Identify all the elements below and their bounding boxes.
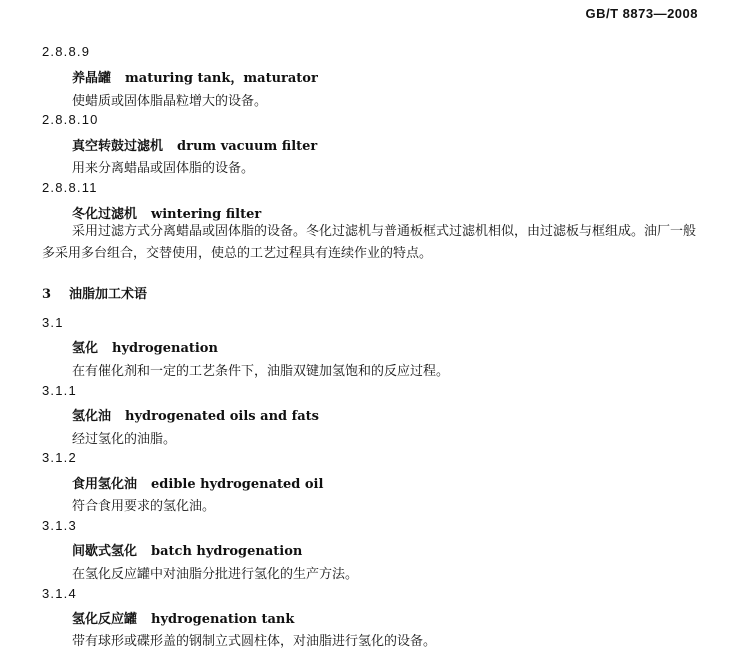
term-en: edible hydrogenated oil <box>151 477 324 492</box>
term-en: hydrogenation tank <box>151 612 295 627</box>
term-heading <box>72 540 302 559</box>
term-en: hydrogenated oils and fats <box>125 409 319 424</box>
term-definition-paragraph: 采用过滤方式分离蜡晶或固体脂的设备。冬化过滤机与普通板框式过滤机相似，由过滤板与框组成。油厂一般多采用多台组合，交替使用，使总的工艺过程具有连续作业的特点。 <box>42 224 697 261</box>
standard-code-header: GB/T 8873—2008 <box>585 6 698 21</box>
term-heading <box>72 608 294 627</box>
term-zh: 冬化过滤机 <box>72 207 138 222</box>
term-definition: 带有球形或碟形盖的钢制立式圆柱体，对油脂进行氢化的设备。 <box>72 634 437 649</box>
term-heading <box>72 135 317 154</box>
term-en: batch hydrogenation <box>151 544 303 559</box>
entry-number: 3.1 <box>42 315 64 330</box>
term-definition: 使蜡质或固体脂晶粒增大的设备。 <box>72 94 268 109</box>
term-en: drum vacuum filter <box>177 139 318 154</box>
term-definition: 符合食用要求的氢化油。 <box>72 499 216 514</box>
term-zh: 间歇式氢化 <box>72 544 138 559</box>
term-heading <box>72 203 261 222</box>
term-definition: 经过氢化的油脂。 <box>72 432 177 447</box>
section-title: 油脂加工术语 <box>69 287 148 302</box>
section-number: 3 <box>42 287 52 302</box>
term-zh: 氢化 <box>72 341 99 356</box>
term-zh: 食用氢化油 <box>72 477 138 492</box>
entry-number: 3.1.3 <box>42 518 77 533</box>
entry-number: 3.1.1 <box>42 383 77 398</box>
entry-number: 3.1.4 <box>42 586 77 601</box>
term-en: wintering filter <box>151 207 262 222</box>
term-heading <box>72 67 318 86</box>
term-zh: 氢化油 <box>72 409 112 424</box>
term-heading <box>72 337 218 356</box>
entry-number: 2.8.8.10 <box>42 112 99 127</box>
term-zh: 养晶罐 <box>72 71 112 86</box>
term-zh: 真空转鼓过滤机 <box>72 139 164 154</box>
term-definition: 用来分离蜡晶或固体脂的设备。 <box>72 161 255 176</box>
term-heading <box>72 405 319 424</box>
term-heading <box>72 473 323 492</box>
entry-number: 2.8.8.9 <box>42 44 91 59</box>
entry-number: 3.1.2 <box>42 450 77 465</box>
term-zh: 氢化反应罐 <box>72 612 138 627</box>
term-definition: 在氢化反应罐中对油脂分批进行氢化的生产方法。 <box>72 567 359 582</box>
term-en: hydrogenation <box>112 341 218 356</box>
section-heading <box>42 283 147 302</box>
term-en: maturing tank，maturator <box>125 71 318 86</box>
entry-number: 2.8.8.11 <box>42 180 98 195</box>
term-definition: 在有催化剂和一定的工艺条件下，油脂双键加氢饱和的反应过程。 <box>72 364 450 379</box>
